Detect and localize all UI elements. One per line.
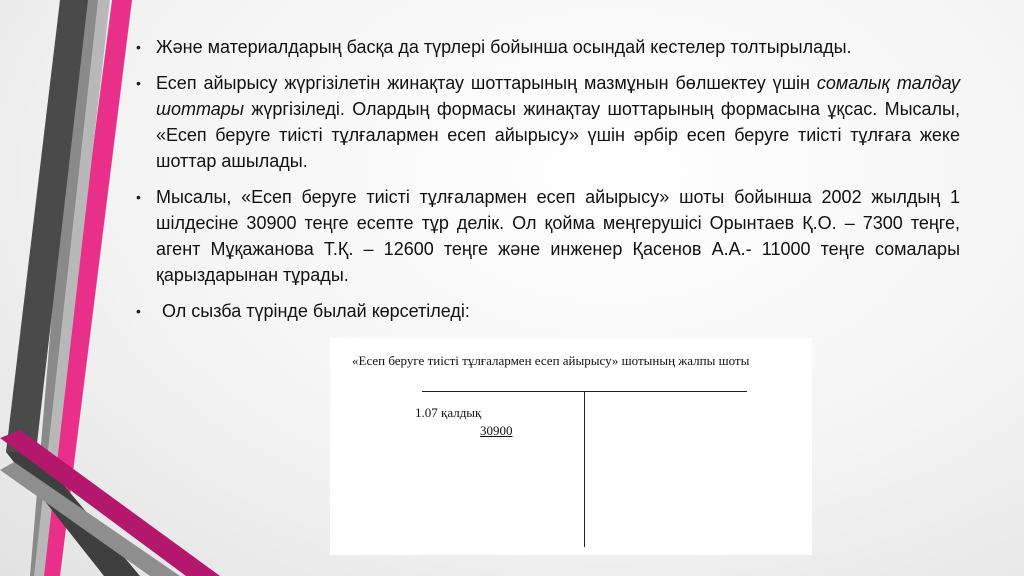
t-account-vertical-line: [584, 391, 585, 547]
bullet-item-3: [136, 184, 960, 288]
bullet-text-2-italic: сомалық талдау шоттары: [156, 73, 961, 119]
bullet-item-2: [136, 70, 960, 174]
bullet-text-1: Және материалдарың басқа да түрлері бойынша осындай кестелер толтырылады.: [156, 37, 852, 57]
figure-title: «Есеп беруге тиісті тұлғалармен есеп айырысу» шотының жалпы шоты: [352, 353, 750, 368]
bullet-item-4: [136, 298, 960, 324]
balance-label: 1.07 қалдық: [415, 405, 482, 420]
gray-diagonal-stripe: [0, 462, 180, 576]
bullet-text-4: Ол сызба түрінде былай көрсетіледі:: [162, 301, 470, 321]
t-account-figure: [330, 338, 812, 555]
slide-content: [136, 34, 960, 334]
bullet-dot-icon: •: [136, 39, 141, 55]
bullet-text-3: Мысалы, «Есеп беруге тиісті тұлғалармен есеп айырысу» шоты бойынша 2002 жылдың 1 шілдесіне 30900 теңге есепте тұр делік. Ол қойма меңгерушісі Орынтаев Қ.О. – 7300 теңге, агент Мұқажанова Т.Қ. – 12600 теңге және инженер Қасенов А.А.- 11000 теңге сомалары қарыздарынан тұрады.: [156, 187, 960, 285]
bullet-dot-icon: •: [136, 189, 141, 205]
bullet-dot-icon: •: [136, 303, 141, 319]
bullet-dot-icon: •: [136, 75, 141, 91]
balance-amount: 30900: [480, 423, 513, 438]
bullet-item-1: [136, 34, 960, 60]
bullet-text-2b: жүргізіледі. Олардың формасы жинақтау шоттарының формасына ұқсас. Мысалы, «Есеп беруге тиісті тұлғалармен есеп айырысу» үшін әрбір есеп беруге тиісті тұлғаға жеке шоттар ашылады.: [156, 99, 960, 171]
bullet-text-2a: Есеп айырысу жүргізілетін жинақтау шоттарының мазмұнын бөлшектеу үшін: [156, 73, 817, 93]
